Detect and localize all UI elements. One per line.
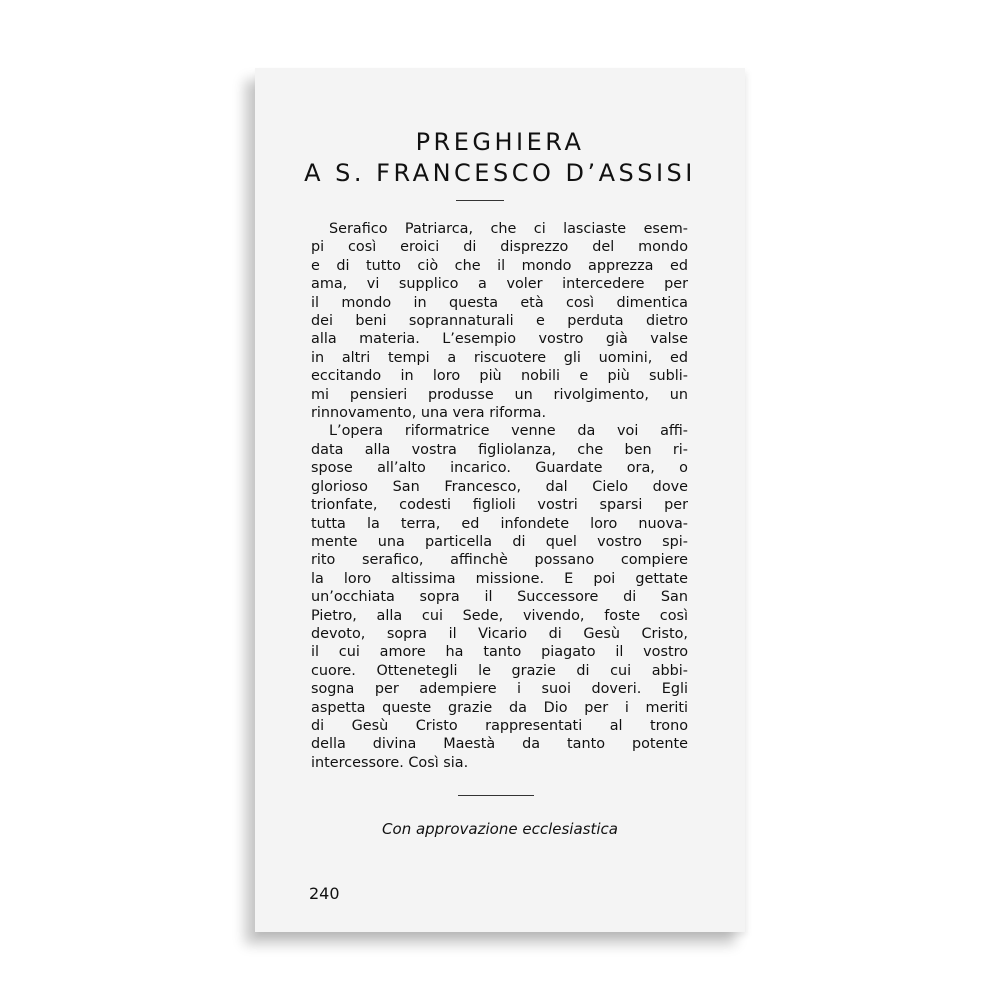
text-line: rinnovamento, una vera riforma.	[311, 405, 547, 422]
end-divider	[458, 795, 534, 796]
text-line: cuore. Ottenetegli le grazie di cui abbi-	[311, 662, 688, 679]
text-line: glorioso San Francesco, dal Cielo dove	[311, 478, 688, 495]
text-line: il cui amore ha tanto piagato il vostro	[311, 644, 688, 661]
prayer-body	[311, 220, 688, 772]
text-line: tutta la terra, ed infondete loro nuova-	[311, 515, 688, 532]
text-line: pi così eroici di disprezzo del mondo	[311, 239, 688, 256]
text-line: Pietro, alla cui Sede, vivendo, foste così	[311, 607, 688, 624]
title-divider	[456, 200, 504, 201]
approval-note: Con approvazione ecclesiastica	[382, 820, 618, 838]
text-line: Serafico Patriarca, che ci lasciaste esem-	[329, 221, 688, 237]
title-line-1: PREGHIERA	[415, 128, 585, 156]
text-line: dei beni soprannaturali e perduta dietro	[311, 313, 688, 330]
text-line: intercessore. Così sia.	[311, 754, 469, 771]
text-line: alla materia. L’esempio vostro già valse	[311, 331, 688, 348]
text-line: di Gesù Cristo rappresentati al trono	[311, 717, 688, 734]
text-line: in altri tempi a riscuotere gli uomini, ed	[311, 349, 688, 366]
text-line: mente una particella di quel vostro spi-	[311, 533, 688, 550]
text-line: data alla vostra figliolanza, che ben ri-	[311, 441, 688, 458]
text-line: sogna per adempiere i suoi doveri. Egli	[311, 681, 688, 698]
text-line: eccitando in loro più nobili e più subli-	[311, 368, 688, 385]
text-line: e di tutto ciò che il mondo apprezza ed	[311, 257, 688, 274]
text-line: aspetta queste grazie da Dio per i meriti	[311, 699, 688, 716]
prayer-card	[255, 68, 745, 932]
text-line: mi pensieri produsse un rivolgimento, un	[311, 386, 688, 403]
page-number: 240	[309, 884, 340, 903]
text-line: rito serafico, affinchè possano compiere	[311, 552, 688, 569]
text-line: un’occhiata sopra il Successore di San	[311, 589, 688, 606]
text-line: il mondo in questa età così dimentica	[311, 294, 688, 311]
text-line: L’opera riformatrice venne da voi affi-	[329, 423, 688, 440]
text-line: la loro altissima missione. E poi gettate	[311, 570, 688, 587]
text-line: spose all’alto incarico. Guardate ora, o	[311, 460, 688, 477]
text-line: ama, vi supplico a voler intercedere per	[311, 276, 688, 293]
text-line: trionfate, codesti figlioli vostri sparsi per	[311, 497, 688, 514]
text-line: devoto, sopra il Vicario di Gesù Cristo,	[311, 625, 688, 642]
title-line-2: A S. FRANCESCO D’ASSISI	[304, 159, 696, 187]
text-line: della divina Maestà da tanto potente	[311, 736, 688, 753]
